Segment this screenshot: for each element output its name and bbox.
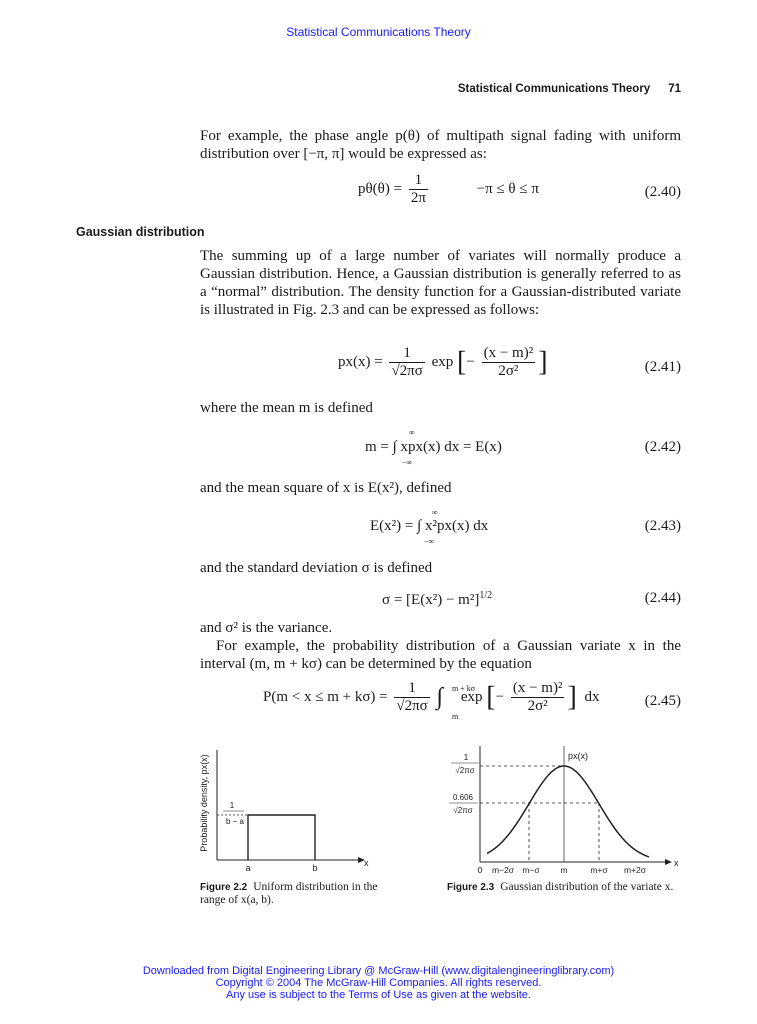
eq245-right-bracket: ] — [567, 681, 577, 713]
eq241-inner-fraction — [482, 345, 536, 380]
eq245-lower-limit: m — [452, 712, 459, 721]
figure-2-2-caption-text: Uniform distribution in the range of x(a, b). — [200, 881, 378, 906]
paragraph-std-dev: and the standard deviation σ is defined — [200, 560, 433, 576]
eq243-number: (2.43) — [644, 518, 681, 534]
eq241-numerator: 1 — [389, 345, 424, 363]
eq240-fraction — [409, 172, 428, 207]
fig22-level-label-bottom: b − a — [225, 817, 245, 826]
eq241-right-bracket: ] — [538, 346, 548, 378]
eq245-dx: dx — [584, 688, 600, 705]
fig22-density-box — [248, 815, 315, 860]
eq241-minus: − — [466, 353, 475, 370]
fig23-peak-label-bottom: √2πσ — [455, 766, 475, 775]
top-header-link[interactable]: Statistical Communications Theory — [286, 25, 471, 39]
fig23-peak-label-top: 1 — [463, 753, 469, 762]
eq245-lhs: P(m < x ≤ m + kσ) = — [263, 688, 388, 705]
paragraph-mean: where the mean m is defined — [200, 400, 373, 416]
eq241-fraction — [389, 345, 424, 380]
eq240-denominator: 2π — [410, 190, 426, 206]
page-number: 71 — [668, 83, 681, 95]
eq244-text: σ = [E(x²) − m²] — [382, 592, 480, 608]
paragraph-probability: For example, the probability distribution of a Gaussian variate x in the interval (m, m + kσ) can be determined by the equation — [200, 638, 681, 672]
equation-2-41 — [338, 345, 548, 380]
fig23-tick-m-minus-2sigma: m−2σ — [491, 865, 515, 875]
paragraph-gaussian-intro: The summing up of a large number of variates will normally produce a Gaussian distribution. Hence, a Gaussian distribution is generally referred to as a “normal” distribution. The density function for a Gaussian-distributed variate is illustrated in Fig. 2.3 and can be expressed as follows: — [200, 248, 681, 318]
download-footer[interactable] — [0, 965, 757, 1001]
figure-2-2-uniform-plot — [195, 745, 385, 875]
fig22-y-axis-label: Probability density, px(x) — [199, 754, 209, 852]
figure-2-2-caption — [200, 881, 380, 907]
figure-2-2-label: Figure 2.2 — [200, 882, 248, 893]
fig23-x-arrow — [665, 859, 672, 865]
paragraph-mean-square: and the mean square of x is E(x²), defined — [200, 480, 452, 496]
footer-line-3: Any use is subject to the Terms of Use as given at the website. — [226, 989, 531, 1001]
eq245-minus: − — [495, 688, 505, 705]
eq245-upper-limit: m + kσ — [452, 684, 476, 693]
fig23-tick-m-plus-2sigma: m+2σ — [623, 865, 647, 875]
eq242-upper-limit: ∞ — [409, 428, 415, 437]
eq245-number: (2.45) — [644, 693, 681, 709]
fig23-tick-m-plus-sigma: m+σ — [590, 865, 608, 875]
fig23-y-axis-label: px(x) — [568, 751, 588, 761]
eq242-number: (2.42) — [644, 439, 681, 455]
eq243-lower-limit: −∞ — [424, 537, 435, 546]
figure-2-3-caption-text: Gaussian distribution of the variate x. — [500, 881, 674, 893]
fig23-tick-m-minus-sigma: m−σ — [522, 865, 540, 875]
fig23-mid-label-top: 0.606 — [452, 793, 474, 802]
eq241-inner-numerator: (x − m)² — [483, 345, 534, 361]
eq240-number: (2.40) — [644, 184, 681, 200]
eq243-upper-limit: ∞ — [432, 508, 438, 517]
eq240-numerator: 1 — [409, 172, 428, 190]
eq241-number: (2.41) — [644, 359, 681, 375]
eq241-left-bracket: [ — [457, 346, 467, 378]
eq240-range: −π ≤ θ ≤ π — [476, 180, 539, 197]
eq245-inner-fraction — [511, 680, 565, 715]
eq245-integral: ∫ — [436, 684, 444, 710]
fig23-x-label: x — [674, 858, 679, 868]
fig22-tick-b: b — [312, 863, 318, 873]
equation-2-44 — [382, 590, 492, 609]
fig23-tick-m: m — [560, 865, 568, 875]
eq240-lhs: pθ(θ) = — [358, 180, 403, 197]
eq241-exp: exp — [431, 353, 454, 370]
eq244-number: (2.44) — [644, 590, 681, 606]
eq245-denominator: √2πσ — [396, 698, 428, 714]
paragraph-phase-angle: For example, the phase angle p(θ) of multipath signal fading with uniform distribution over [−π, π] would be expressed as: — [200, 128, 681, 162]
fig23-mid-label-bottom: √2πσ — [453, 806, 473, 815]
fig23-gaussian-curve — [487, 766, 649, 857]
eq242-lower-limit: −∞ — [402, 458, 413, 467]
section-heading-gaussian: Gaussian distribution — [76, 225, 205, 239]
eq242-text: m = ∫ xpx(x) dx = E(x) — [365, 439, 502, 455]
eq243-text: E(x²) = ∫ x²px(x) dx — [370, 518, 489, 534]
fig22-level-label-top: 1 — [229, 801, 235, 810]
fig23-tick-zero: 0 — [477, 865, 483, 875]
fig22-x-label: x — [364, 858, 369, 868]
eq245-left-bracket: [ — [486, 681, 496, 713]
running-head — [458, 83, 681, 95]
eq241-lhs: px(x) = — [338, 353, 383, 370]
eq244-exponent: 1/2 — [479, 590, 493, 601]
figure-2-3-gaussian-plot — [445, 742, 685, 877]
eq245-inner-numerator: (x − m)² — [512, 680, 563, 696]
eq245-fraction — [394, 680, 429, 715]
equation-2-40 — [358, 172, 539, 207]
footer-line-1[interactable]: Downloaded from Digital Engineering Library @ McGraw-Hill (www.digitalengineeringlibrary.com) — [142, 965, 615, 977]
equation-2-42 — [365, 439, 502, 456]
fig22-tick-a: a — [245, 863, 251, 873]
equation-2-43 — [370, 518, 488, 535]
paragraph-variance: and σ² is the variance. — [200, 620, 333, 636]
figure-2-3-caption — [447, 881, 681, 894]
running-title: Statistical Communications Theory — [457, 83, 651, 95]
equation-2-45 — [263, 680, 600, 715]
eq245-inner-denominator: 2σ² — [527, 698, 548, 714]
eq245-numerator: 1 — [394, 680, 429, 698]
eq241-inner-denominator: 2σ² — [498, 363, 519, 379]
eq245-exp: exp — [460, 688, 483, 705]
eq241-denominator: √2πσ — [391, 363, 423, 379]
figure-2-3-label: Figure 2.3 — [447, 882, 495, 893]
footer-line-2: Copyright © 2004 The McGraw-Hill Companies. All rights reserved. — [215, 977, 542, 989]
